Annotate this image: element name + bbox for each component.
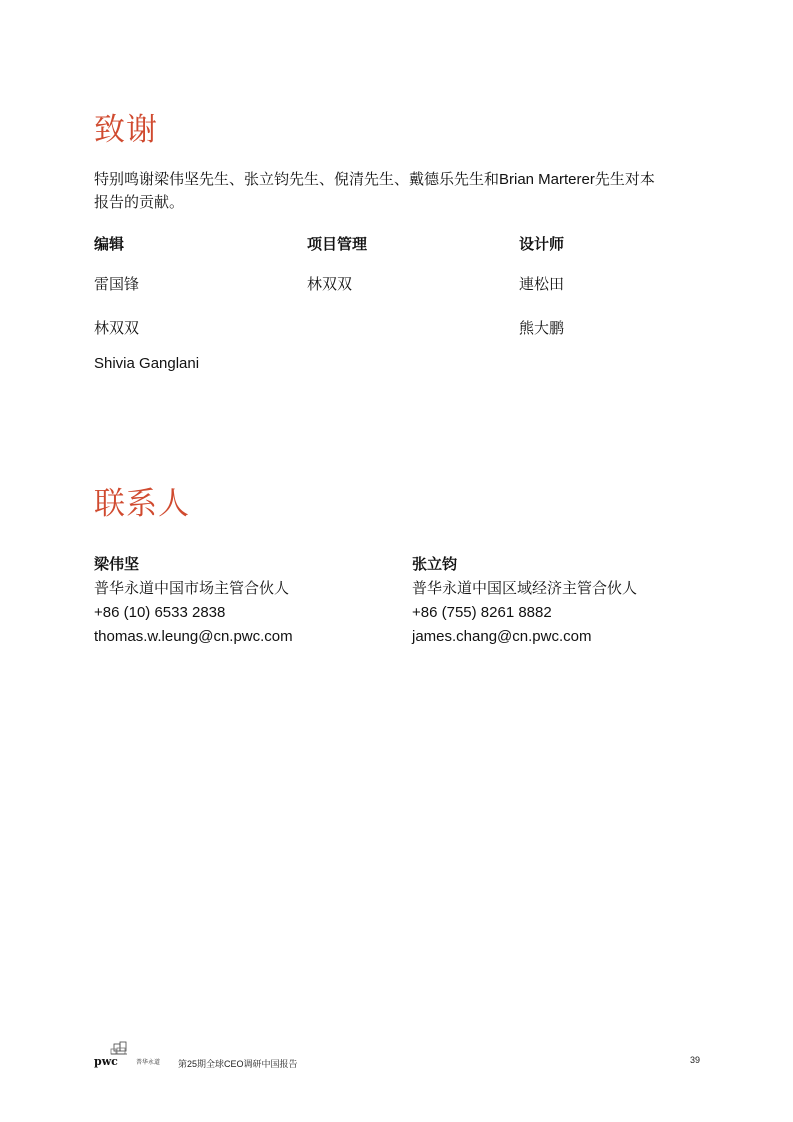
contact-phone: +86 (755) 8261 8882	[412, 604, 552, 621]
pwc-wordmark: pwc	[94, 1055, 118, 1068]
designers-title: 设计师	[519, 236, 565, 253]
project-manager-name: 林双双	[307, 276, 353, 293]
contact-name: 张立钧	[412, 556, 458, 573]
contact-name: 梁伟坚	[94, 556, 140, 573]
editors-column	[94, 233, 200, 372]
acknowledgements-intro	[94, 168, 704, 214]
report-title: 第25期全球CEO调研中国报告	[178, 1059, 298, 1069]
contacts-heading: 联系人	[94, 486, 190, 522]
editor-name: 林双双	[94, 320, 140, 337]
designer-name: 連松田	[519, 276, 565, 293]
intro-line: 报告的贡献。	[94, 194, 185, 211]
editor-name: Shivia Ganglani	[94, 355, 200, 372]
contact-role: 普华永道中国区域经济主管合伙人	[412, 580, 638, 597]
designers-column	[519, 233, 565, 337]
intro-line: 特别鸣谢梁伟坚先生、张立钧先生、倪清先生、戴德乐先生和Brian Marterer先生对本	[94, 171, 655, 188]
contact-card	[412, 553, 637, 649]
contact-phone: +86 (10) 6533 2838	[94, 604, 226, 621]
acknowledgements-heading: 致谢	[94, 112, 158, 148]
contact-email[interactable]: thomas.w.leung@cn.pwc.com	[94, 628, 293, 645]
pwc-logo	[94, 1040, 174, 1072]
project-management-column	[307, 233, 368, 293]
contact-role: 普华永道中国市场主管合伙人	[94, 580, 290, 597]
logo-chinese-name: 普华永道	[136, 1059, 161, 1066]
contact-card	[94, 553, 293, 649]
page-footer	[94, 1040, 704, 1072]
designer-name: 熊大鹏	[519, 320, 565, 337]
project-management-title: 项目管理	[307, 236, 368, 253]
editor-name: 雷国锋	[94, 276, 140, 293]
editors-title: 编辑	[94, 236, 125, 253]
page-number: 39	[689, 1055, 700, 1065]
pwc-logo-icon	[94, 1040, 134, 1072]
contact-email[interactable]: james.chang@cn.pwc.com	[412, 628, 592, 645]
